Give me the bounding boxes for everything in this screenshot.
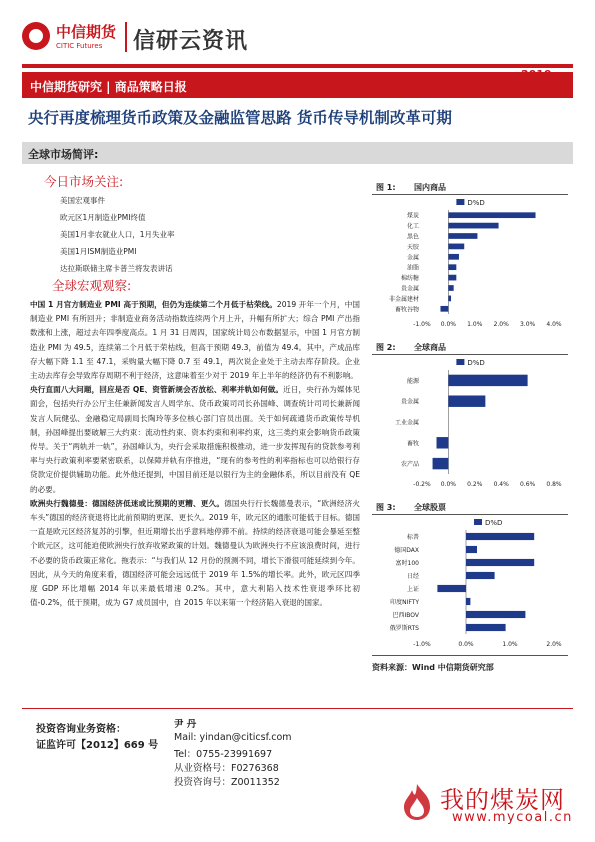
citic-futures-logo	[22, 20, 142, 58]
figure-title: 国内商品	[414, 183, 446, 192]
category-label: 农产品	[400, 461, 419, 469]
focus-item: 美国1月ISM制造业PMI	[60, 247, 137, 256]
watermark-text: 我的煤炭网	[440, 786, 565, 814]
focus-item: 美国1月非农就业人口，1月失业率	[60, 230, 175, 239]
tick-label: -1.0%	[413, 641, 431, 648]
bar	[448, 233, 477, 239]
analyst-email[interactable]: Mail: yindan@citicsf.com	[174, 732, 292, 743]
bar	[466, 624, 506, 631]
category-label: 德国DAX	[394, 547, 419, 554]
figure-rule	[372, 514, 568, 515]
figure-rule	[372, 194, 568, 195]
tick-label: -0.2%	[413, 481, 431, 488]
tick-label: 0.0%	[458, 641, 474, 648]
logo-divider	[125, 22, 127, 52]
tick-label: 1.0%	[467, 321, 483, 328]
legend-swatch	[474, 519, 482, 525]
bar	[466, 559, 534, 566]
category-label: 畜牧谷物	[394, 306, 419, 314]
citic-logo-icon	[22, 22, 50, 50]
tick-label: 0.0%	[440, 481, 457, 488]
category-label: 上证	[406, 586, 419, 593]
paragraph-lead: 欧洲央行魏德曼：德国经济低迷或比预期的更糟、更久。	[30, 498, 225, 508]
category-label: 贵金属	[400, 285, 419, 293]
brand-title: 信研云资讯	[133, 29, 249, 54]
paragraph-text: 近日，央行孙为媒体见面会，包括央行办公厅主任兼新闻发言人周学东、货币政策司司长孙国峰、调查统计司司长兼新闻发言人阮健弘、金融稳定局副局长陶玲等多位核心部门官员出面。关于如何疏通货币政策传导机制，孙国峰提出要破解三大约束：流动性约束、资本约束和利率约束，这三类约束会影响货币政策传导。关于“两轨并一轨”，孙国峰认为，央行会采取措施积极推动，进一步发挥现有的贷款参考利率与央行政策利率要紧密联系，以保障并轨有序推进，“现有的参考性的利率指标也可以给银行存贷款定价提供辅助功能。此外他还提到，中国目前还是以银行为主的金融体系，所以目前没有 QE 的必要。	[30, 385, 360, 494]
category-label: 标普	[406, 534, 419, 541]
tick-label: 0.2%	[467, 481, 483, 488]
figure-number: 图 1:	[376, 183, 396, 192]
category-label: 非金属建材	[388, 295, 419, 303]
tick-label: 2.0%	[546, 641, 562, 648]
report-year: 2019	[521, 68, 552, 81]
figure-2-heading	[376, 342, 446, 353]
category-label: 印度NIFTY	[390, 599, 419, 606]
analyst-cert: 从业资格号：F0276368	[174, 763, 279, 774]
legend-swatch	[456, 359, 464, 365]
focus-item: 欧元区1月制造业PMI终值	[60, 213, 146, 222]
figure-title: 全球股票	[414, 503, 446, 512]
tick-label: 4.0%	[546, 321, 562, 328]
bar	[448, 254, 459, 260]
chart-global-commodities	[372, 356, 568, 490]
figure-number: 图 3:	[376, 503, 396, 512]
analyst-consult-number: 投资咨询号：Z0011352	[174, 777, 280, 788]
category-label: 金属	[406, 254, 419, 262]
legend-label: D%D	[467, 199, 485, 207]
section-bar	[22, 142, 573, 164]
bar	[448, 275, 456, 281]
report-date: 2-1	[521, 84, 541, 97]
bar	[448, 244, 464, 250]
page-title: 央行再度梳理货币政策及金融监管思路 货币传导机制改革可期	[28, 109, 452, 127]
bar	[448, 296, 451, 302]
tick-label: 3.0%	[519, 321, 536, 328]
category-label: 贵金属	[400, 398, 419, 406]
category-label: 俄罗斯RTS	[389, 625, 419, 632]
bar	[448, 212, 535, 218]
focus-item: 达拉斯联储主席卡普兰将发表讲话	[60, 264, 173, 273]
data-source: 资料来源：Wind 中信期货研究部	[372, 663, 494, 672]
paragraph-text: 德国央行行长魏德曼表示，“欧洲经济火车头”德国的经济衰退将比此前预期的更深、更长久。2019 年，欧元区的通胀可能低于目标。德国一直是欧元区经济复苏的引擎，但近期增长出乎意料地停滞不前。持续的经济衰退可能会暴延至整个欧元区，这可能迫使欧洲央行放弃收紧政策的计划。魏德曼认为欧洲央行不应该浪费时间，进行不必要的货币政策正常化。拖表示：“与我们从 12 月份的预测不同，增长下滑很可能延续到今年。因此，从今天的角度来看，德国经济可能会远远低于 2019 年 1.5%的增长率。此外，欧元区四季度 GDP 环比增幅 2014 年以来最低增速 0.2%。其中，意大利陷入技术性衰退季环比初值-0.2%，低于预期，成为 G7 成员国中，自 2015 年以来第一个经济陷入衰退的国家。	[30, 498, 361, 608]
section-title: 全球市场简评:	[28, 148, 99, 161]
analyst-name: 尹 丹	[174, 719, 197, 730]
coal-flame-icon	[400, 782, 434, 822]
category-label: 煤炭	[406, 212, 419, 220]
bar	[448, 285, 453, 291]
analyst-phone: Tel：0755-23991697	[174, 749, 273, 760]
bar	[448, 223, 498, 229]
figure-title: 全球商品	[414, 343, 446, 352]
category-label: 天胶	[406, 243, 419, 251]
tick-label: 1.0%	[502, 641, 518, 648]
legend-label: D%D	[467, 359, 485, 367]
category-label: 富时100	[395, 560, 419, 567]
bar	[448, 395, 485, 406]
bar	[433, 458, 449, 469]
watermark	[400, 778, 585, 833]
license-label: 投资咨询业务资格：	[36, 724, 126, 735]
macro-observation-title: 全球宏观观察:	[52, 278, 132, 293]
figure-rule	[372, 354, 568, 355]
source-rule	[372, 655, 568, 656]
legend-label: D%D	[485, 519, 503, 527]
figure-number: 图 2:	[376, 343, 396, 352]
paragraph-lead: 央行直面八大问题，回应是否 QE、资管新规会否放松、利率并轨如何做。	[30, 385, 284, 395]
bar	[448, 375, 527, 386]
license-number: 证监许可【2012】669 号	[36, 740, 159, 751]
tick-label: 0.8%	[546, 481, 562, 488]
tick-label: 0.0%	[440, 321, 457, 328]
report-category: 中信期货研究 | 商品策略日报	[30, 80, 187, 94]
footer-rule	[22, 708, 573, 709]
figure-3-heading	[376, 502, 446, 513]
tick-label: 0.6%	[519, 481, 536, 488]
bar	[466, 546, 477, 553]
article-body	[30, 298, 360, 610]
header-rule	[22, 64, 573, 68]
category-label: 工业金属	[394, 419, 419, 427]
paragraph	[30, 383, 360, 497]
bar	[448, 264, 456, 270]
chart-global-equities	[372, 516, 568, 650]
bar	[466, 533, 534, 540]
market-focus-title: 今日市场关注:	[44, 174, 124, 189]
category-label: 巴西IBOV	[392, 612, 419, 619]
paragraph	[30, 298, 360, 383]
category-label: 能源	[406, 377, 419, 385]
category-label: 日经	[406, 573, 419, 580]
paragraph-text: 2019 开年一个月，中国制造业 PMI 有所回升；非制造业商务活动指数连续两个月上升，升幅有所扩大；综合 PMI 产出指数涨和上涨，超过去年四季度高点。1 月 31 日周四，国家统计局公布数据显示，中国 1 月官方制造业 PMI 为 49.5，连续第二个月低于荣枯线，但高于预期 49.3，前值为 49.4。其中，产成品库存大幅下降 1.1 至 47.1，采购量大幅下降 0.7 至 49.1，两次说企业处于主动去库存阶段。企业主动去库存会导致库存周期不利于经济，这意味着至少对于 2019 年上半年的经济仍有不利影响。	[30, 300, 360, 381]
bar	[466, 611, 525, 618]
chart-domestic-commodities	[372, 196, 568, 330]
bar	[466, 598, 470, 605]
bar	[437, 437, 449, 448]
tick-label: 2.0%	[493, 321, 509, 328]
legend-swatch	[456, 199, 464, 205]
watermark-url: www.mycoal.cn	[452, 810, 573, 825]
paragraph	[30, 497, 360, 611]
bar	[440, 306, 448, 312]
figure-1-heading	[376, 182, 446, 193]
tick-label: 0.4%	[493, 481, 509, 488]
tick-label: -1.0%	[413, 321, 431, 328]
logo-english-name: CITIC Futures	[56, 42, 103, 50]
category-label: 油脂	[406, 264, 419, 272]
logo-chinese-name: 中信期货	[56, 23, 117, 41]
paragraph-lead: 中国 1 月官方制造业 PMI 高于预期，但仍为连续第二个月低于枯荣线。	[30, 300, 277, 309]
category-label: 畜牧	[406, 440, 419, 448]
category-label: 棉纺糖	[400, 275, 419, 283]
focus-item: 美国宏观事件	[60, 196, 105, 205]
bar	[466, 572, 495, 579]
bar	[437, 585, 466, 592]
category-label: 化工	[406, 223, 419, 231]
category-label: 黑色	[406, 233, 419, 241]
